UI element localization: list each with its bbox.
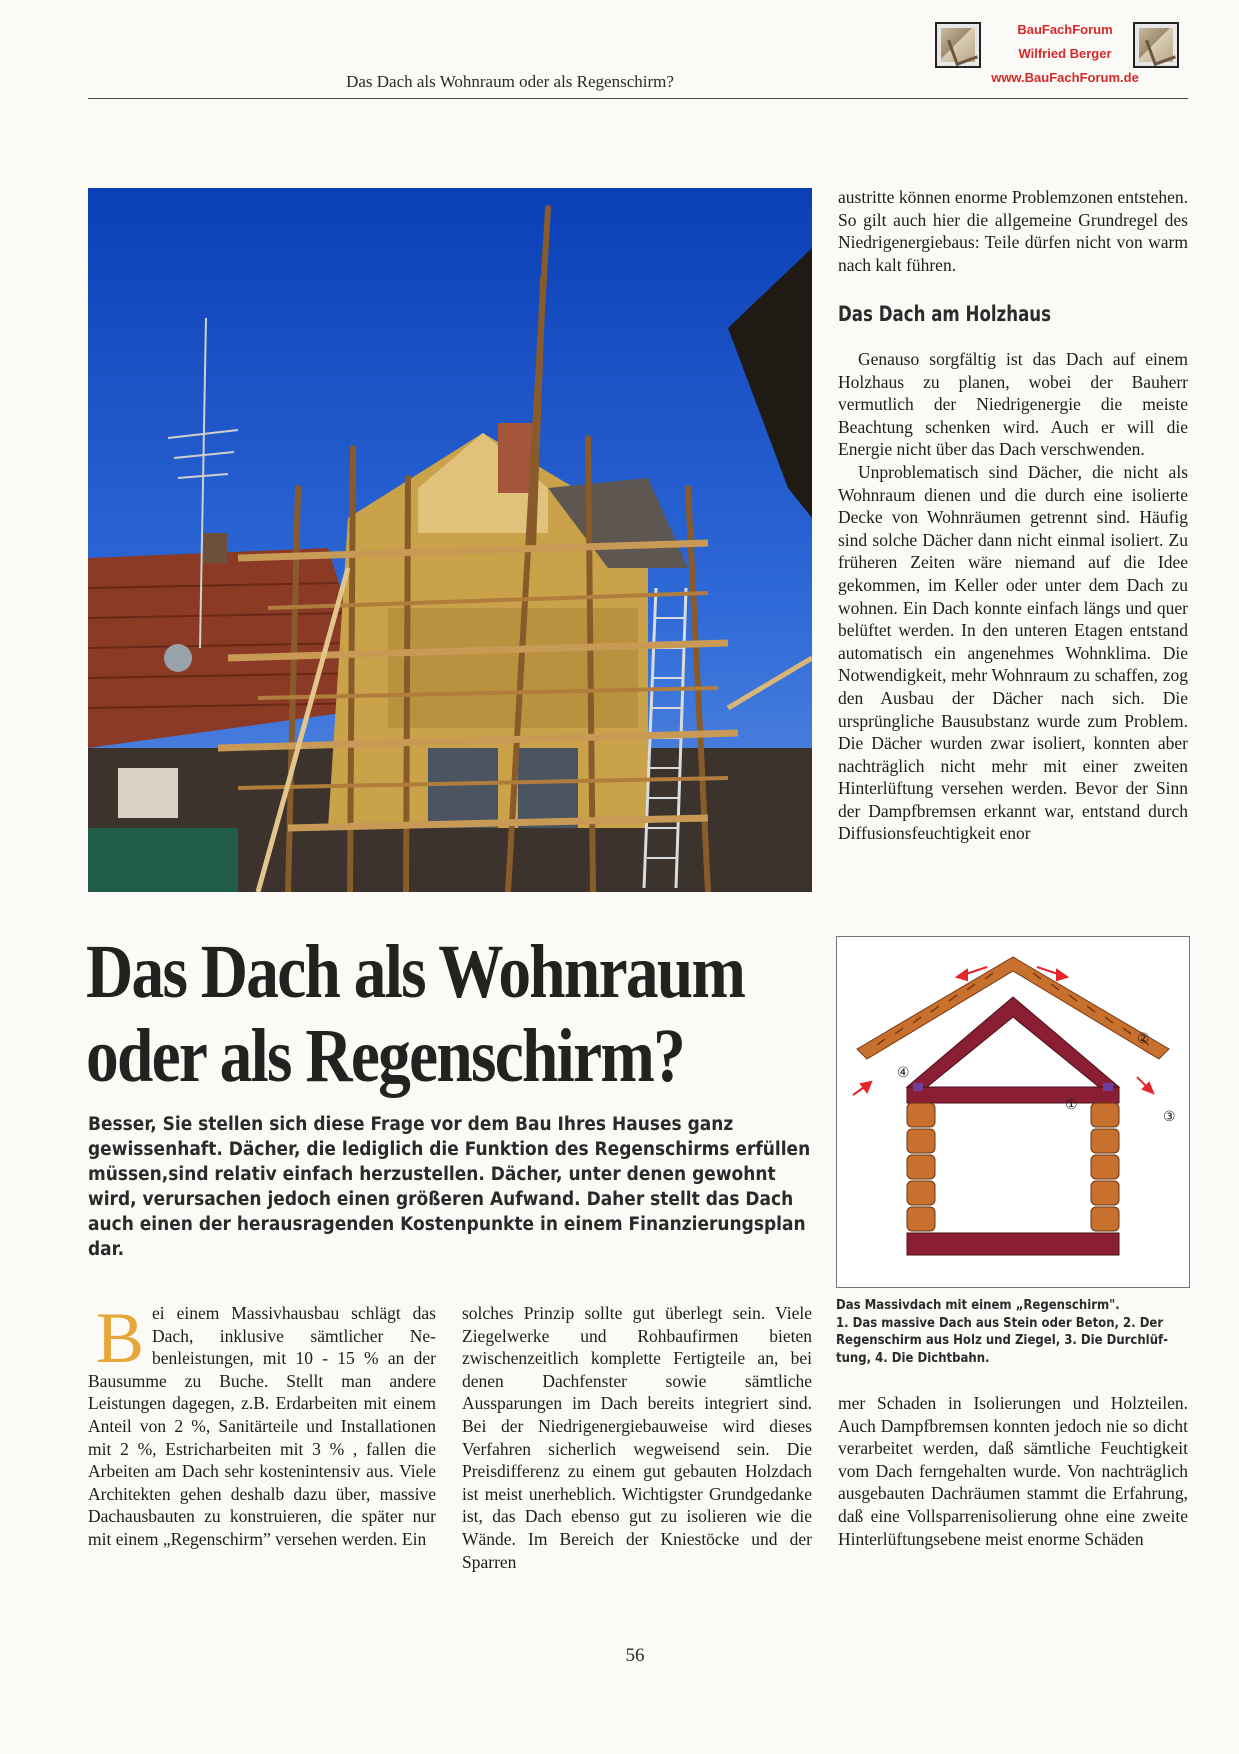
caption-title: Das Massivdach mit einem „Regenschirm". xyxy=(836,1298,1120,1313)
diagram-label-2: ② xyxy=(1137,1031,1150,1047)
article-title xyxy=(86,930,745,1098)
column-3-intro: austritte können enorme Problemzonen entstehen. So gilt auch hier die allgemeine Grundregel des Niedrigenergiebaus: Teile dürfen nicht von warm nach kalt führen. xyxy=(838,187,1188,275)
header-rule xyxy=(88,98,1188,99)
construction-photo xyxy=(88,188,812,892)
column-3-paragraph-2: Unproblematisch sind Dächer, die nicht als Wohnraum dienen und die durch eine isolierte Decke von Wohnräumen getrennt sind. Häufig sind solche Dächer dann nicht einmal isoliert. Zu früheren Zeiten wäre niemand auf die Idee gekommen, im Keller oder unter dem Dach zu wohnen. Ein Dach konnte einfach längs und quer belüftet werden. In den unteren Etagen entstand automatisch ein angenehmes Wohnklima. Die Notwendigkeit, mehr Wohnraum zu schaffen, zog den Ausbau der Dächer nach sich. Die ursprüngliche Bausubstanz wurde zum Problem. Die Dächer wurden zwar isoliert, konnten aber nachträglich nicht mehr mit einer zweiten Hinterlüftung versehen werden. Bevor der Sinn der Dampfbremsen erkannt war, entstand durch Diffusionsfeuchtigkeit enor xyxy=(838,461,1188,844)
article-lead: Besser, Sie stellen sich diese Frage vor dem Bau Ihres Hauses ganz gewissenhaft. Dächer, die lediglich die Funktion des Regenschirms erfüllen müssen,sind relativ einfach herzustellen. Dächer, unter denen gewohnt wird, verursachen jedoch einen größeren Aufwand. Daher stellt das Dach auch einen der herausragenden Kostenpunkte in einem Finanzierungsplan dar. xyxy=(88,1114,811,1260)
body-column-1 xyxy=(88,1298,436,1551)
drop-cap: B xyxy=(96,1298,145,1378)
stamp-line-3: www.BauFachForum.de xyxy=(991,70,1139,85)
page-number: 56 xyxy=(625,1645,645,1666)
column-3-bottom-text: mer Schaden in Isolierungen und Holzteilen. Auch Dampfbremsen konnten jedoch nie so dicht verarbeitet werden, daß sämtliche Feuchtigkeit vom Dach ferngehalten wurde. Von nachträglich ausgebauten Dachräumen stammt die Erfahrung, daß eine Vollsparrenisolierung ohne eine zweite Hinterlüftungsebene meist enorme Schäden xyxy=(838,1393,1188,1549)
article-title-line-2: oder als Regenschirm? xyxy=(86,1014,685,1098)
article-title-line-1: Das Dach als Wohnraum xyxy=(86,930,745,1014)
figure-caption xyxy=(836,1297,1192,1367)
subheading: Das Dach am Holzhaus xyxy=(838,302,1052,326)
baufachforum-stamp xyxy=(935,18,1195,96)
roof-diagram xyxy=(836,936,1190,1288)
stamp-line-2: Wilfried Berger xyxy=(1018,46,1112,61)
diagram-label-1: ① xyxy=(1065,1097,1078,1113)
column-2-text: solches Prinzip sollte gut überlegt sein. Viele Ziegelwerke und Rohbaufirmen bieten zwischenzeitlich komplette Fertigteile an, bei denen Dachfenster sowie sämtliche Aussparungen im Dach bereits integriert sind. Bei der Niedrigenergiebauweise wird dieses Verfahren sicherlich wegweisend sein. Die Preisdifferenz zu einem gut gebauten Holzdach ist meist unerheblich. Wichtigster Grundgedanke ist, das Dach ebenso gut zu isolieren wie die Wände. Im Bereich der Kniestöcke und der Sparren xyxy=(462,1303,812,1572)
body-column-3-top xyxy=(838,186,1188,276)
body-column-3-bottom xyxy=(838,1392,1188,1550)
column-3-paragraph-1: Genauso sorgfältig ist das Dach auf einem Holzhaus zu planen, wobei der Bauherr vermutlich der Niedrigenergie die meiste Beachtung schenken wird. Auch er will die Energie nicht über das Dach verschwenden. xyxy=(838,349,1188,460)
body-column-2 xyxy=(462,1302,812,1573)
column-1-text: ei einem Massivhausbau schlägt das Dach, inklusive sämtlicher Nebenleistungen, mit 10 - 15 % an der Bausumme zu Buche. Stellt man andere Leistungen dagegen, z.B. Erdarbeiten mit einem Anteil von 2 %, Sanitärteile und Installationen mit 2 %, Estricharbeiten mit 3 % , fallen die Arbeiten am Dach sehr kostenintensiv aus. Viele Architekten gehen deshalb dazu über, massive Dachausbauten zu konstruieren, die später nur mit einem „Regenschirm” versehen werden. Ein xyxy=(88,1303,436,1549)
diagram-label-4: ④ xyxy=(897,1065,910,1081)
stamp-line-1: BauFachForum xyxy=(1017,22,1113,37)
caption-body: 1. Das massive Dach aus Stein oder Beton, 2. Der Regenschirm aus Holz und Ziegel, 3. Die Durchlüftung, 4. Die Dichtbahn. xyxy=(836,1315,1168,1366)
running-title: Das Dach als Wohnraum oder als Regenschirm? xyxy=(346,72,674,91)
body-column-3-middle xyxy=(838,348,1188,845)
diagram-label-3: ③ xyxy=(1163,1109,1176,1125)
